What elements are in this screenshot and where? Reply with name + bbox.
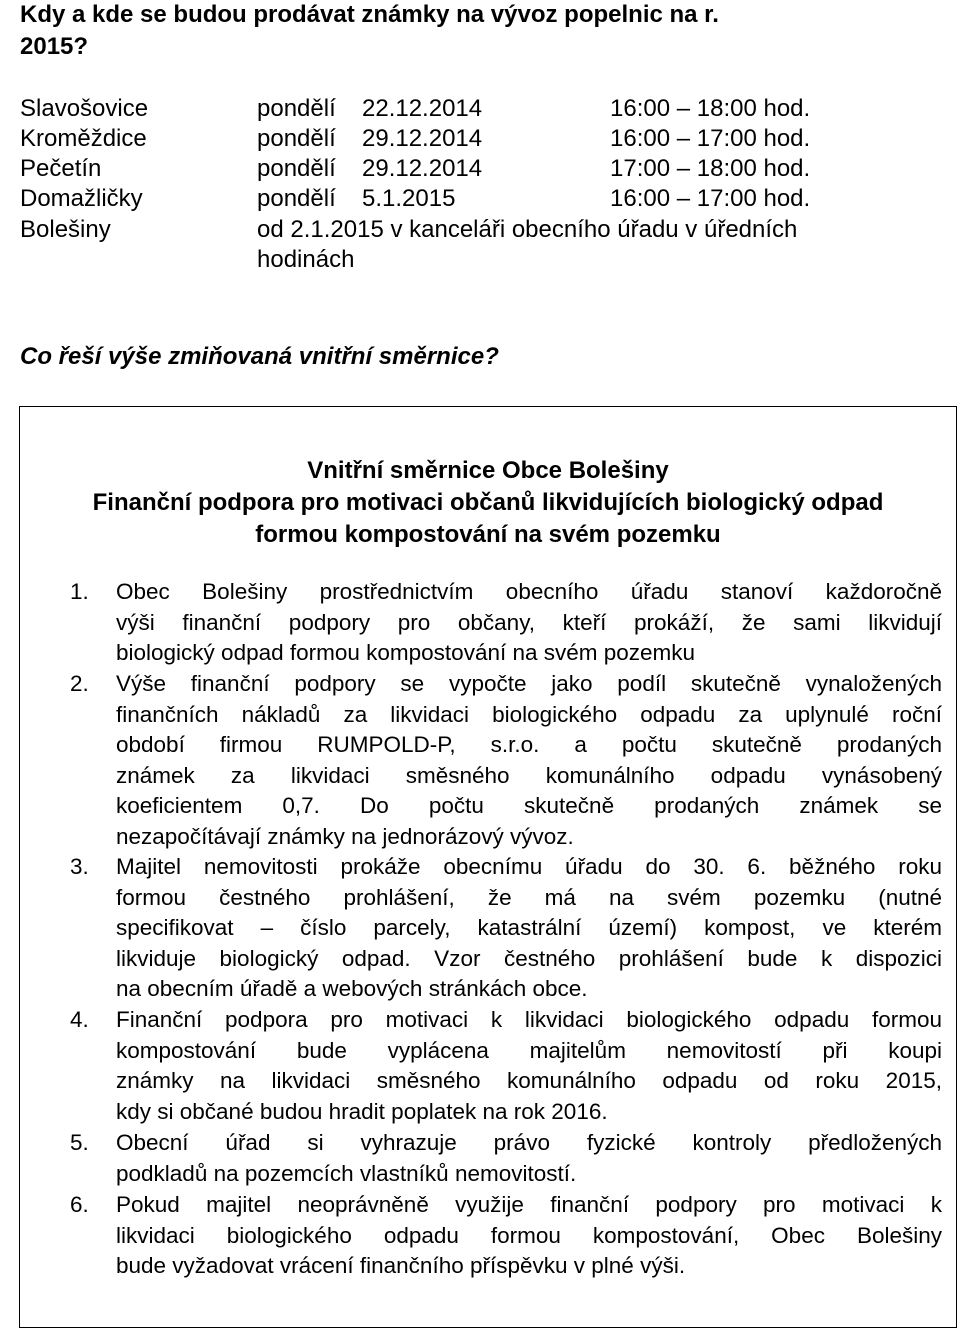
item-text-line: kdy si občané budou hradit poplatek na rok 2016. [116, 1098, 608, 1124]
item-text [116, 1005, 942, 1127]
schedule-place: Pečetín [20, 155, 102, 182]
page-title [20, 0, 719, 32]
schedule-date: 22.12.2014 [362, 95, 483, 122]
schedule-row [20, 154, 950, 184]
directive-title: Vnitřní směrnice Obce Bolešiny [307, 457, 669, 484]
schedule-date: 29.12.2014 [362, 125, 483, 152]
schedule-note: od 2.1.2015 v kanceláři obecního úřadu v úředních [257, 216, 798, 243]
schedule-row [20, 215, 950, 245]
item-text-line: podkladů na pozemcích vlastníků nemovitostí. [116, 1160, 577, 1186]
schedule-row-continued [20, 245, 950, 275]
schedule-row [20, 94, 950, 124]
item-text-line: Pokud majitel neoprávněně využije finanční podpory pro motivaci k [116, 1192, 942, 1217]
directive-subtitle-continued: formou kompostování na svém pozemku [255, 521, 721, 548]
item-text [116, 852, 942, 1005]
item-text-line: Finanční podpora pro motivaci k likvidaci biologického odpadu formou [116, 1007, 942, 1032]
schedule-date: 5.1.2015 [362, 185, 456, 212]
schedule-place: Slavošovice [20, 95, 149, 122]
page-title-line-2: 2015? [20, 33, 89, 60]
item-text-line: nezapočítávají známky na jednorázový vývoz. [116, 823, 574, 849]
item-number: 1. [70, 579, 89, 604]
item-text-line: koeficientem 0,7. Do počtu skutečně prodaných známek se [116, 793, 942, 819]
item-text-line: biologický odpad formou kompostování na svém pozemku [116, 640, 696, 666]
item-text-line: Výše finanční podpory se vypočte jako podíl skutečně vynaložených [116, 671, 942, 696]
schedule-day: pondělí [257, 95, 336, 122]
page-title-continued [20, 30, 88, 64]
schedule-day: pondělí [257, 125, 336, 152]
item-text-line: specifikovat – číslo parcely, katastrální území) kompost, ve kterém [116, 915, 942, 941]
item-text [116, 1128, 942, 1189]
section-question: Co řeší výše zmiňovaná vnitřní směrnice? [20, 343, 499, 370]
item-text-line: Obec Bolešiny prostřednictvím obecního úřadu stanoví každoročně [116, 579, 942, 604]
schedule-row [20, 124, 950, 154]
item-number: 2. [70, 671, 89, 696]
schedule-day: pondělí [257, 185, 336, 212]
schedule-time: 16:00 – 17:00 hod. [610, 185, 811, 212]
item-number: 4. [70, 1007, 89, 1032]
item-number: 5. [70, 1130, 89, 1155]
schedule-place: Kroměždice [20, 125, 147, 152]
item-number: 3. [70, 854, 89, 879]
item-text-line: bude vyžadovat vrácení finančního příspěvku v plné výši. [116, 1253, 686, 1279]
schedule-place: Domažličky [20, 185, 143, 212]
item-text [116, 577, 942, 669]
page-title-line-1: Kdy a kde se budou prodávat známky na vývoz popelnic na r. [20, 1, 719, 28]
item-text-line: finančních nákladů za likvidaci biologického odpadu za uplynulé roční [116, 701, 942, 727]
schedule-date: 29.12.2014 [362, 155, 483, 182]
item-text-line: na obecním úřadě a webových stránkách obce. [116, 976, 588, 1002]
item-text-line: likviduje biologický odpad. Vzor čestného prohlášení bude k dispozici [116, 945, 942, 971]
item-text-line: kompostování bude vyplácena majitelům nemovitostí při koupi [116, 1037, 942, 1063]
schedule-place: Bolešiny [20, 216, 111, 243]
item-text-line: formou čestného prohlášení, že má na svém pozemku (nutné [116, 884, 942, 910]
directive-subtitle: Finanční podpora pro motivaci občanů likvidujících biologický odpad [92, 489, 884, 516]
schedule-row [20, 184, 950, 214]
item-text-line: Majitel nemovitosti prokáže obecnímu úřadu do 30. 6. běžného roku [116, 854, 942, 879]
schedule-note-continued: hodinách [257, 246, 355, 273]
schedule-time: 17:00 – 18:00 hod. [610, 155, 811, 182]
item-text-line: období firmou RUMPOLD-P, s.r.o. a počtu skutečně prodaných [116, 732, 942, 758]
schedule-time: 16:00 – 18:00 hod. [610, 95, 811, 122]
directive-box [19, 406, 957, 1328]
item-text-line: výši finanční podpory pro občany, kteří prokáží, že sami likvidují [116, 609, 942, 635]
schedule-time: 16:00 – 17:00 hod. [610, 125, 811, 152]
item-text [116, 669, 942, 853]
item-text-line: Obecní úřad si vyhrazuje právo fyzické kontroly předložených [116, 1130, 942, 1155]
schedule-day: pondělí [257, 155, 336, 182]
item-text-line: likvidaci biologického odpadu formou kompostování, Obec Bolešiny [116, 1222, 942, 1248]
item-text [116, 1190, 942, 1282]
item-text-line: známek za likvidaci směsného komunálního odpadu vynásobený [116, 762, 942, 788]
item-number: 6. [70, 1192, 89, 1217]
item-text-line: známky na likvidaci směsného komunálního odpadu od roku 2015, [116, 1068, 942, 1094]
